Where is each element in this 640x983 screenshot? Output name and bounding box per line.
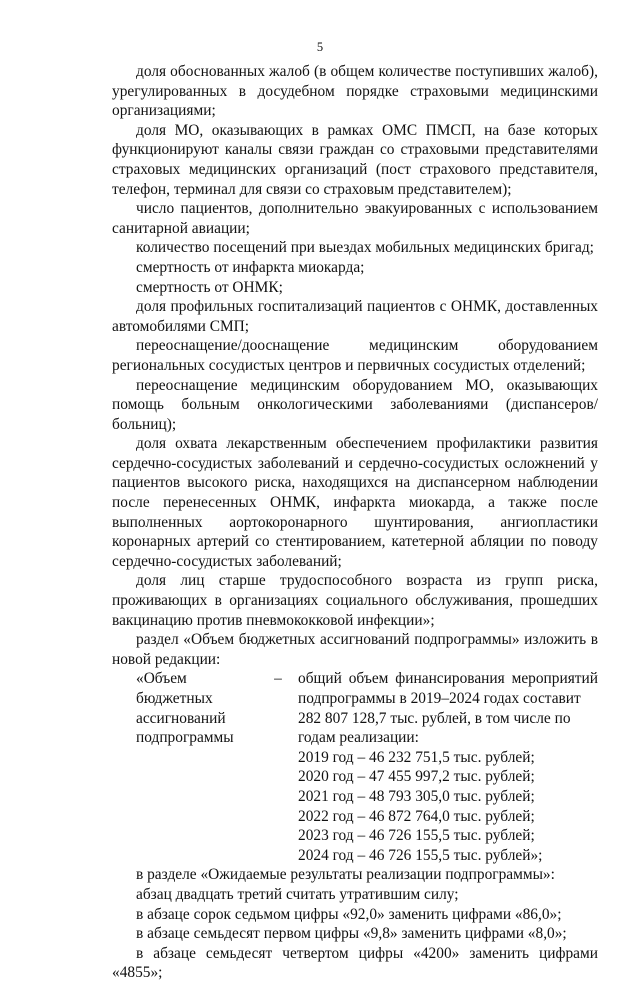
amendment-line: в абзаце сорок седьмом цифры «92,0» заменить цифрами «86,0»;: [136, 905, 562, 923]
budget-total: 282 807 128,7 тыс. рублей, в том числе по годам реализации:: [298, 709, 571, 747]
amendment-line: в разделе «Ожидаемые результаты реализации подпрограммы»:: [136, 866, 555, 884]
paragraph: количество посещений при выездах мобильных медицинских бригад;: [136, 239, 594, 257]
amendment-line: абзац двадцать третий считать утратившим силу;: [136, 885, 459, 903]
budget-table: [112, 669, 598, 865]
paragraph: доля обоснованных жалоб (в общем количестве поступивших жалоб), урегулированных в досудебном порядке страховыми медицинскими организациями;: [112, 63, 598, 120]
paragraph: переоснащение/дооснащение медицинским оборудованием региональных сосудистых центров и первичных сосудистых отделений;: [112, 337, 598, 374]
amendments: [112, 865, 598, 983]
budget-intro: общий объем финансирования мероприятий подпрограммы в 2019–2024 годах составит: [298, 670, 598, 707]
amendment-line: в абзаце семьдесят четвертом цифры «4200» заменить цифрами «4855»;: [112, 944, 598, 982]
budget-year-line: 2024 год – 46 726 155,5 тыс. рублей»;: [298, 846, 543, 864]
budget-year-line: 2020 год – 47 455 997,2 тыс. рублей;: [298, 768, 535, 786]
paragraph: доля профильных госпитализаций пациентов с ОНМК, доставленных автомобилями СМП;: [112, 298, 598, 335]
budget-year-line: 2022 год – 46 872 764,0 тыс. рублей;: [298, 807, 535, 825]
budget-year-line: 2023 год – 46 726 155,5 тыс. рублей;: [298, 827, 535, 845]
paragraph: переоснащение медицинским оборудованием МО, оказывающих помощь больным онкологическими заболеваниями (диспансеров/больниц);: [112, 376, 598, 433]
paragraph: доля охвата лекарственным обеспечением профилактики развития сердечно-сосудистых заболеваний и сердечно-сосудистых осложнений у пациентов высокого риска, находящихся на диспансерном наблюдении после перенесенных ОНМК, инфаркта миокарда, а также после выполненных аортокоронарного шунтирования, ангиопластики коронарных артерий со стентированием, катетерной абляции по поводу сердечно-сосудистых заболеваний;: [112, 435, 598, 570]
paragraph: смертность от ОНМК;: [136, 278, 283, 296]
document-body: [112, 62, 598, 983]
paragraph: доля лиц старше трудоспособного возраста из групп риска, проживающих в организациях социального обслуживания, прошедших вакцинацию против пневмококковой инфекции»;: [112, 572, 598, 629]
paragraph: смертность от инфаркта миокарда;: [136, 258, 365, 276]
budget-dash: –: [274, 670, 282, 688]
page-number: 5: [316, 40, 324, 54]
paragraph: число пациентов, дополнительно эвакуированных с использованием санитарной авиации;: [112, 200, 598, 237]
budget-label: «Объем бюджетных ассигнований подпрограммы: [136, 670, 234, 747]
paragraph: доля МО, оказывающих в рамках ОМС ПМСП, на базе которых функционируют каналы связи граждан со страховыми представителями страховых медицинских организаций (пост страхового представителя, телефон, терминал для связи со страховым представителем);: [112, 121, 598, 198]
amendment-line: в абзаце семьдесят первом цифры «9,8» заменить цифрами «8,0»;: [136, 925, 567, 943]
budget-year-line: 2019 год – 46 232 751,5 тыс. рублей;: [298, 748, 535, 766]
budget-year-line: 2021 год – 48 793 305,0 тыс. рублей;: [298, 787, 535, 805]
paragraph: раздел «Объем бюджетных ассигнований подпрограммы» изложить в новой редакции:: [112, 631, 598, 668]
budget-content: [288, 669, 598, 865]
